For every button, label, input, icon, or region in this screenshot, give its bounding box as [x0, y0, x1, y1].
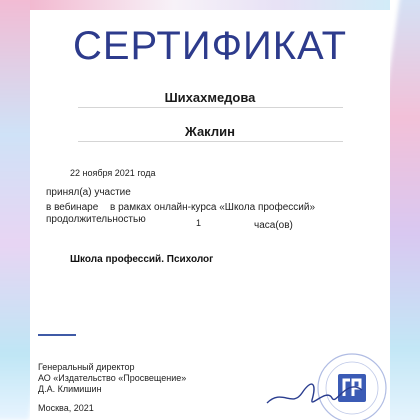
duration-value: 1: [196, 218, 202, 228]
signature-and-seal: [262, 348, 392, 420]
course-context: в рамках онлайн-курса «Школа профессий»: [110, 202, 316, 213]
place-year: Москва, 2021: [38, 403, 94, 413]
certificate-title: СЕРТИФИКАТ: [72, 24, 348, 68]
webinar-label: в вебинаре: [46, 202, 99, 213]
company-name: АО «Издательство «Просвещение»: [38, 373, 187, 383]
director-position: Генеральный директор: [38, 362, 135, 372]
participation-text: принял(а) участие: [46, 187, 131, 198]
decorative-top-band: [30, 0, 390, 10]
signer-name: Д.А. Климишин: [38, 384, 102, 394]
event-date: 22 ноября 2021 года: [70, 168, 156, 178]
surname-underline: [78, 107, 343, 108]
first-name-underline: [78, 141, 343, 142]
accent-line: [38, 334, 76, 336]
recipient-first-name: Жаклин: [185, 124, 235, 139]
duration-unit: часа(ов): [254, 220, 293, 231]
course-name: Школа профессий. Психолог: [70, 254, 214, 265]
recipient-surname: Шихахмедова: [164, 90, 256, 105]
duration-label: продолжительностью: [46, 214, 146, 225]
